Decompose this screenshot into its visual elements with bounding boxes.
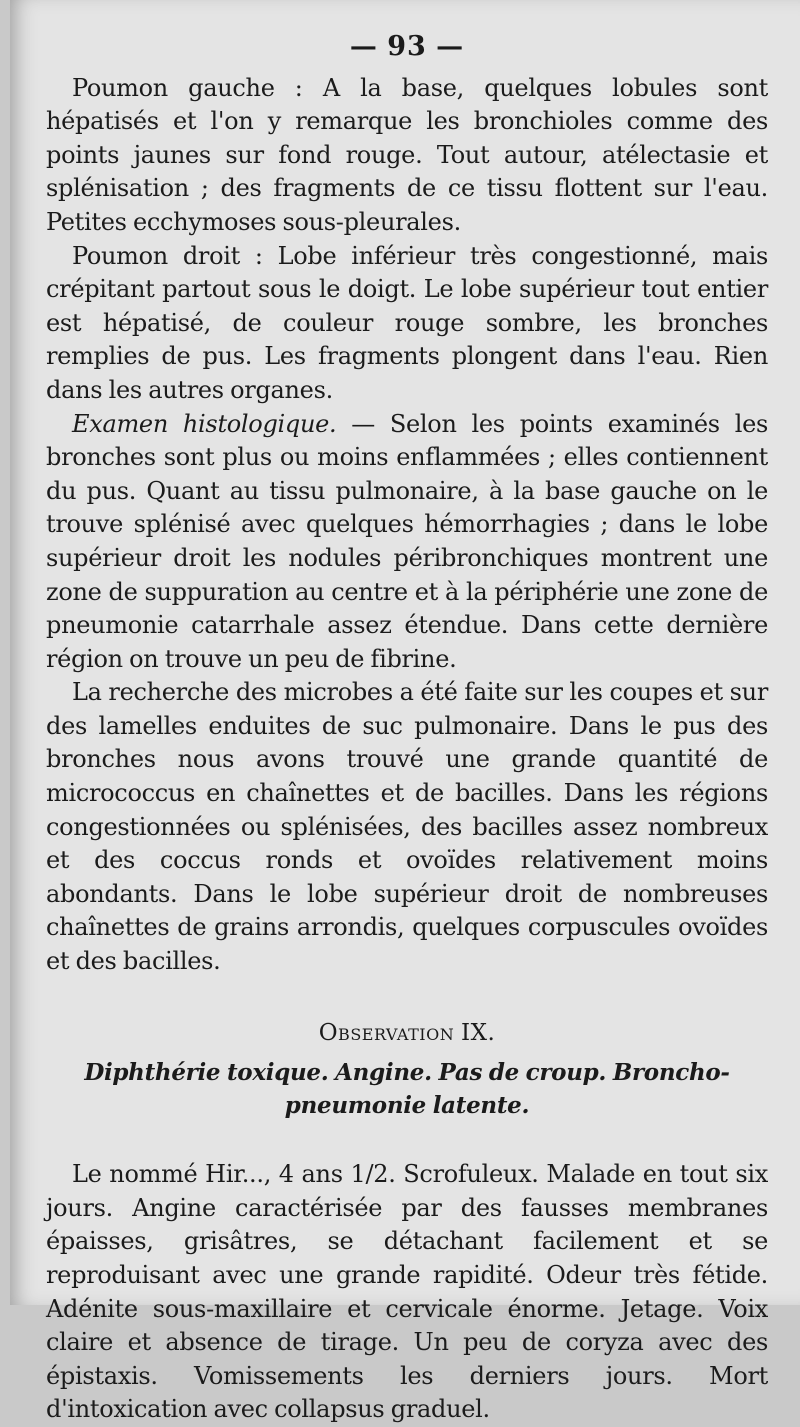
paragraph-text: Poumon gauche : A la base, quelques lobules sont hépatisés et l'on y remarque les bronchioles comme des points jaunes sur fond rouge. Tout autour, atélectasie et splénisation ; des fragments de ce tissu flottent sur l'eau. Petites ecchymoses sous-pleurales. — [46, 73, 768, 236]
spacer — [46, 1122, 768, 1158]
paragraph-text: La recherche des microbes a été faite sur les coupes et sur des lamelles enduites de suc pulmonaire. Dans le pus des bronches nous avons trouvé une grande quantité de micrococcus en chaînettes et de bacilles. Dans les régions congestionnées ou splénisées, des bacilles assez nombreux et des coccus ronds et ovoïdes relativement moins abondants. Dans le lobe supérieur droit de nombreuses chaînettes de grains arrondis, quelques corpuscules ovoïdes et des bacilles. — [46, 678, 768, 976]
paragraph-histology — [46, 408, 768, 677]
observation-title-text: Observation IX. — [318, 1019, 496, 1046]
page-number: — 93 — — [349, 31, 465, 62]
paragraph-left-lung — [46, 72, 768, 240]
text-block — [46, 24, 768, 1427]
paragraph-text: — Selon les points examinés les bronches sont plus ou moins enflammées ; elles contiennent du pus. Quant au tissu pulmonaire, à la base gauche on le trouve splénisé avec quelques hémorrhagies ; dans le lobe supérieur droit les nodules péribronchiques montrent une zone de suppuration au centre et à la périphérie une zone de pneumonie catarrhale assez étendue. Dans cette dernière région on trouve un peu de fibrine. — [46, 409, 768, 673]
observation-subtitle: Diphthérie toxique. Angine. Pas de croup. Broncho-pneumonie latente. — [84, 1059, 730, 1120]
paragraph-case — [46, 1158, 768, 1427]
paragraph-lead: Examen histologique. — [72, 409, 337, 438]
book-page — [10, 0, 800, 1424]
observation-title — [46, 1017, 768, 1051]
paragraph-text: Poumon droit : Lobe inférieur très congestionné, mais crépitant partout sous le doigt. Le lobe supérieur tout entier est hépatisé, de couleur rouge sombre, les bronches remplies de pus. Les fragments plongent dans l'eau. Rien dans les autres organes. — [46, 241, 768, 404]
paragraph-microbes — [46, 676, 768, 978]
paragraph-text: Le nommé Hir..., 4 ans 1/2. Scrofuleux. Malade en tout six jours. Angine caractérisée par des fausses membranes épaisses, grisâtres, se détachant facilement et se reproduisant avec une grande rapidité. Odeur très fétide. Adénite sous-maxillaire et cervicale énorme. Jetage. Voix claire et absence de tirage. Un peu de coryza avec des épistaxis. Vomissements les derniers jours. Mort d'intoxication avec collapsus graduel. — [46, 1160, 768, 1424]
paragraph-right-lung — [46, 240, 768, 408]
